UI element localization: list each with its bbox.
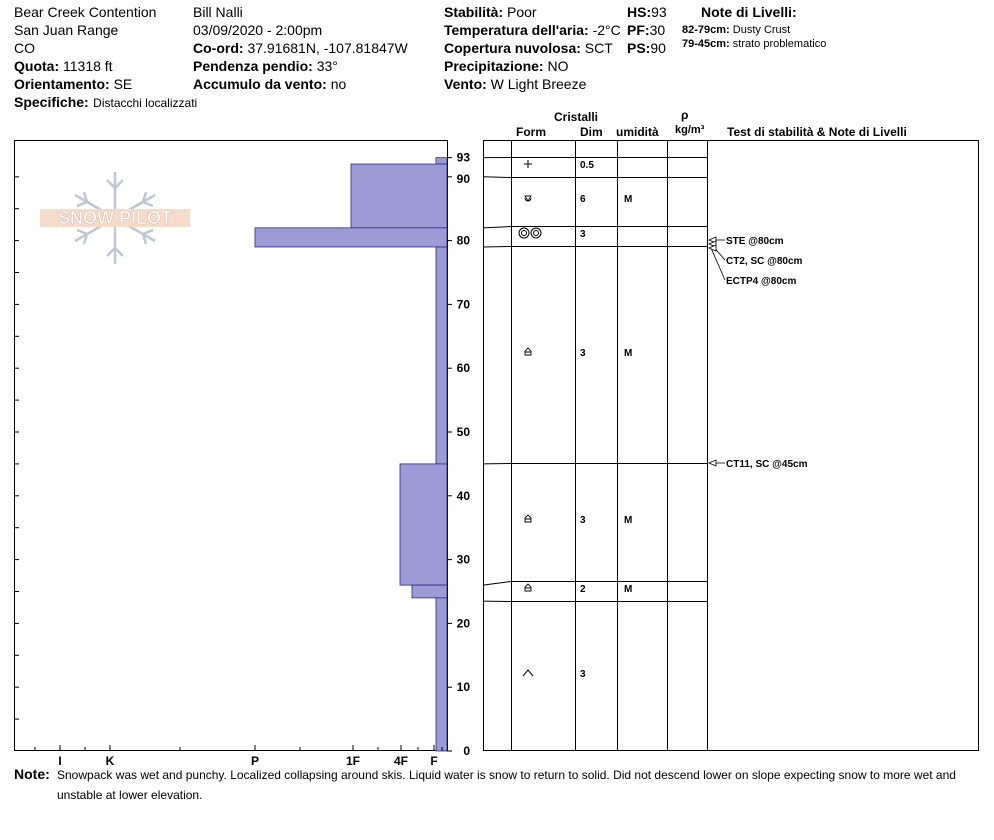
mf-outer	[531, 228, 541, 238]
mf-inner	[534, 231, 539, 236]
coord-label: Co-ord:	[193, 40, 244, 56]
test-label-1: CT2, SC @80cm	[726, 256, 803, 267]
wind-load-value: no	[330, 76, 347, 92]
layer-row-3	[525, 348, 632, 359]
depth-label-70: 70	[456, 297, 470, 312]
test-label-0: STE @80cm	[726, 236, 784, 247]
hardness-bar-4	[400, 464, 447, 585]
depth-label-0: 0	[463, 744, 470, 758]
density-unit-header: kg/m³	[675, 124, 705, 136]
layer-size-2: 3	[580, 229, 586, 240]
elevation-value: 11318 ft	[63, 58, 113, 74]
test-label-2: ECTP4 @80cm	[726, 276, 797, 287]
cloud-value: SCT	[584, 40, 613, 56]
hardness-label-P: P	[250, 754, 260, 768]
layer-note-2-text: strato problematico	[732, 38, 827, 50]
row-connector-5	[483, 582, 511, 586]
layer-moisture-5: M	[624, 584, 633, 595]
tests-header: Test di stabilità & Note di Livelli	[727, 125, 907, 139]
hs-value: 93	[651, 4, 667, 20]
facet-glyph	[525, 515, 531, 522]
note-text: Snowpack was wet and punchy. Localized collapsing around skis. Liquid water is snow to return to solid. Did not descend lower on slope expecting snow to more wet and unstable at lower elevation.	[57, 768, 956, 802]
depth-label-10: 10	[456, 680, 470, 695]
moisture-header: umidità	[616, 125, 659, 139]
date-time: 03/09/2020 - 2:00pm	[193, 22, 323, 38]
layer-notes-title: Note di Livelli:	[701, 4, 797, 20]
layer-size-3: 3	[580, 348, 586, 359]
layer-note-1-range: 82-79cm:	[682, 24, 730, 36]
layer-rows	[483, 158, 707, 681]
layer-row-4	[525, 515, 632, 526]
hardness-label-4F: 4F	[393, 754, 409, 768]
stability-label: Stabilità:	[444, 4, 504, 20]
snowpilot-logo	[40, 172, 190, 264]
ps-value: 90	[650, 40, 666, 56]
layer-size-0: 0.5	[580, 160, 594, 171]
layer-row-1	[525, 194, 632, 205]
hardness-bar-5	[412, 585, 447, 598]
pf-label: PF:	[627, 22, 650, 38]
stability-tests	[709, 236, 808, 470]
hardness-label-I: I	[58, 754, 62, 768]
layer-note-1-text: Dusty Crust	[732, 24, 791, 36]
size-header: Dim	[580, 125, 603, 139]
layers-table-frame	[484, 141, 979, 751]
layer-moisture-3: M	[624, 348, 633, 359]
mf-inner	[522, 231, 527, 236]
crystals-header: Cristalli	[554, 110, 599, 124]
facet-glyph	[525, 584, 531, 591]
mf-outer	[519, 228, 529, 238]
hardness-bar-6	[436, 598, 447, 751]
depth-label-50: 50	[456, 425, 470, 439]
hardness-bar-2	[255, 228, 447, 247]
test-label-3: CT11, SC @45cm	[726, 459, 808, 470]
facet-glyph	[525, 348, 531, 355]
precip-label: Precipitazione:	[444, 58, 544, 74]
depth-label-40: 40	[456, 488, 470, 503]
rho-header: ρ	[681, 108, 689, 122]
slope-value: 33°	[316, 58, 338, 74]
row-connector-1	[483, 177, 511, 178]
layer-row-6	[523, 669, 586, 680]
stability-test-3	[709, 459, 808, 470]
hardness-label-K: K	[105, 754, 115, 768]
wind-load-label: Accumulo da vento:	[193, 76, 327, 92]
depth-label-93: 93	[456, 150, 470, 165]
location-name: Bear Creek Contention	[14, 4, 157, 20]
pf-value: 30	[649, 22, 666, 38]
depth-label-80: 80	[456, 233, 470, 248]
layer-moisture-4: M	[624, 515, 633, 526]
layer-size-1: 6	[580, 194, 586, 205]
specifics-value: Distacchi localizzati	[93, 96, 198, 110]
air-temp-value: -2°C	[592, 22, 621, 38]
logo-text: SNOW PILOT	[58, 208, 172, 228]
state: CO	[14, 40, 35, 56]
test-arrow-3	[709, 460, 716, 466]
layer-note-2-range: 79-45cm:	[682, 38, 730, 50]
hardness-label-1F: 1F	[345, 754, 361, 768]
specifics-label: Specifiche:	[14, 94, 89, 110]
wind-value: W Light Breeze	[490, 76, 587, 92]
coord-value: 37.91681N, -107.81847W	[247, 40, 408, 56]
layer-row-0	[524, 160, 594, 171]
form-header: Form	[516, 125, 546, 139]
hardness-bars	[255, 158, 447, 751]
wind-label: Vento:	[444, 76, 487, 92]
note-label: Note:	[14, 766, 50, 782]
air-temp-label: Temperatura dell'aria:	[444, 22, 589, 38]
depth-hoar-glyph	[523, 670, 533, 676]
aspect-label: Orientamento:	[14, 76, 110, 92]
stability-value: Poor	[507, 4, 537, 20]
ps-label: PS:	[627, 40, 651, 56]
layer-moisture-1: M	[624, 194, 633, 205]
hardness-bar-0	[436, 158, 447, 164]
cloud-label: Copertura nuvolosa:	[444, 40, 581, 56]
hardness-bar-1	[351, 164, 447, 228]
test-leader-2	[711, 248, 725, 280]
row-connector-2	[483, 227, 511, 228]
elevation-label: Quota:	[14, 58, 60, 74]
layer-row-5	[525, 584, 632, 595]
hardness-bar-3	[436, 247, 447, 464]
stability-test-0	[709, 236, 784, 247]
layer-size-5: 2	[580, 584, 586, 595]
aspect-value: SE	[113, 76, 133, 92]
mountain-range: San Juan Range	[14, 22, 119, 38]
depth-label-20: 20	[456, 616, 470, 631]
layer-size-4: 3	[580, 515, 586, 526]
depth-label-30: 30	[456, 552, 470, 567]
hs-label: HS:	[627, 4, 652, 20]
depth-axis	[447, 151, 470, 758]
hardness-label-F: F	[430, 754, 438, 768]
rounding-facets-glyph	[525, 196, 531, 201]
layer-size-6: 3	[580, 669, 586, 680]
precip-value: NO	[547, 58, 569, 74]
observer: Bill Nalli	[193, 4, 243, 20]
slope-label: Pendenza pendio:	[193, 58, 313, 74]
depth-label-60: 60	[456, 361, 470, 376]
depth-label-90: 90	[456, 171, 470, 186]
